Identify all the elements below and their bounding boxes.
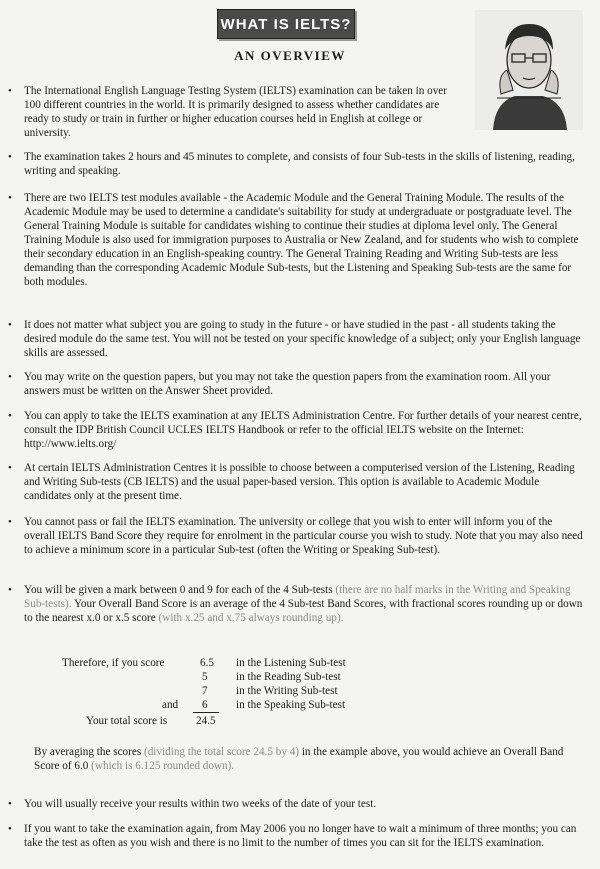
bullet-text: You cannot pass or fail the IELTS examination. The university or college that you wish to enter will inform you of the overall IELTS Band Score they require for enrolment in the particular course you wish to study. Note that you may also need to achieve a minimum score in a particular Sub-test (often the Writing or Speaking Sub-test). [24, 516, 583, 556]
bullet-dot: • [8, 462, 12, 474]
title-banner [217, 9, 355, 39]
page-subtitle: AN OVERVIEW [234, 48, 346, 63]
calc-total-label: Your total score is [86, 715, 168, 727]
calc-score-speaking: 6 [202, 699, 208, 711]
band-score-text [24, 583, 586, 625]
bullet-text: You may write on the question papers, but you may not take the question papers from the examination room. All your answers must be written on the Answer Sheet provided. [24, 371, 551, 397]
calc-and-label: and [162, 699, 179, 711]
avg-text-b: (dividing the total score 24.5 by 4) [143, 746, 300, 758]
page-title: WHAT IS IELTS? [220, 15, 352, 33]
student-portrait-illustration [475, 10, 583, 130]
bullet-dot: • [8, 798, 12, 810]
sum-rule [193, 712, 219, 713]
band-text-b: (there are no half marks in the Writing and Speaking Sub-tests). [24, 584, 571, 610]
calc-score-reading: 5 [202, 671, 208, 683]
bullet-text: You can apply to take the IELTS examination at any IELTS Administration Centre. For further details of your nearest centre, consult the IDP British Council UCLES IELTS Handbook or refer to the official IELTS website on the Internet: http://www.ielts.org/ [24, 410, 582, 450]
bullet-dot: • [8, 823, 12, 835]
band-text-d: (with x.25 and x.75 always rounding up). [158, 612, 344, 624]
bullet-text: You will usually receive your results within two weeks of the date of your test. [24, 798, 377, 810]
bullet-text: If you want to take the examination again, from May 2006 you no longer have to wait a minimum of three months; you can take the test as often as you wish and there is no limit to the number of times you can sit for the IELTS examination. [24, 823, 577, 849]
averaging-text [34, 745, 584, 773]
bullet-text: At certain IELTS Administration Centres it is possible to choose between a computerised version of the Listening, Reading and Writing Sub-tests (CB IELTS) and the usual paper-based version. This option is available to Academic Module candidates only at the present time. [24, 462, 575, 502]
bullet-dot: • [8, 151, 12, 163]
calc-label-reading: in the Reading Sub-test [236, 671, 341, 683]
calc-label-speaking: in the Speaking Sub-test [236, 699, 346, 711]
calc-score-listening: 6.5 [200, 657, 214, 669]
calc-label-writing: in the Writing Sub-test [236, 685, 338, 697]
bullet-text: It does not matter what subject you are going to study in the future - or have studied in the past - all students taking the desired module do the same test. You will not be tested on your specific knowledge of a subject; only your English language skills are assessed. [24, 319, 581, 359]
calc-therefore-label: Therefore, if you score [62, 657, 165, 669]
bullet-dot: • [8, 319, 12, 331]
bullet-text: There are two IELTS test modules available - the Academic Module and the General Training Module. The results of the Academic Module may be used to determine a candidate's suitability for study at undergraduate or postgraduate level. The General Training Module is suitable for candidates wishing to continue their studies at diploma level only. The General Training Module is also used for immigration purposes to Australia or New Zealand, and for students who wish to complete their secondary education in an English-speaking country. The General Training Reading and Writing Sub-tests are less demanding than the corresponding Academic Module Sub-tests, but the Listening and Speaking Sub-tests are the same for both modules. [24, 192, 579, 288]
band-text-c: Your Overall Band Score is an average of the 4 Sub-test Band Scores, with fractional scores rounding up or down to the nearest x.0 or x.5 score [24, 598, 583, 624]
bullet-dot: • [8, 516, 12, 528]
bullet-text: The International English Language Testing System (IELTS) examination can be taken in over 100 different countries in the world. It is primarily designed to assess whether candidates are ready to study or train in further or higher education courses held in English at college or university. [24, 85, 447, 139]
band-text-a: You will be given a mark between 0 and 9 for each of the 4 Sub-tests [24, 584, 333, 596]
calc-label-listening: in the Listening Sub-test [236, 657, 346, 669]
bullet-dot: • [8, 584, 12, 596]
avg-text-a: By averaging the scores [34, 746, 142, 758]
calc-score-writing: 7 [202, 685, 208, 697]
bullet-dot: • [8, 192, 12, 204]
calc-total-value: 24.5 [196, 715, 216, 727]
bullet-dot: • [8, 371, 12, 383]
bullet-dot: • [8, 85, 12, 97]
bullet-dot: • [8, 410, 12, 422]
avg-text-c: in the example above, you would achieve an Overall Band Score of 6.0 [34, 746, 564, 772]
bullet-text: The examination takes 2 hours and 45 minutes to complete, and consists of four Sub-tests in the skills of listening, reading, writing and speaking. [24, 151, 575, 177]
avg-text-d: (which is 6.125 rounded down). [91, 760, 235, 772]
